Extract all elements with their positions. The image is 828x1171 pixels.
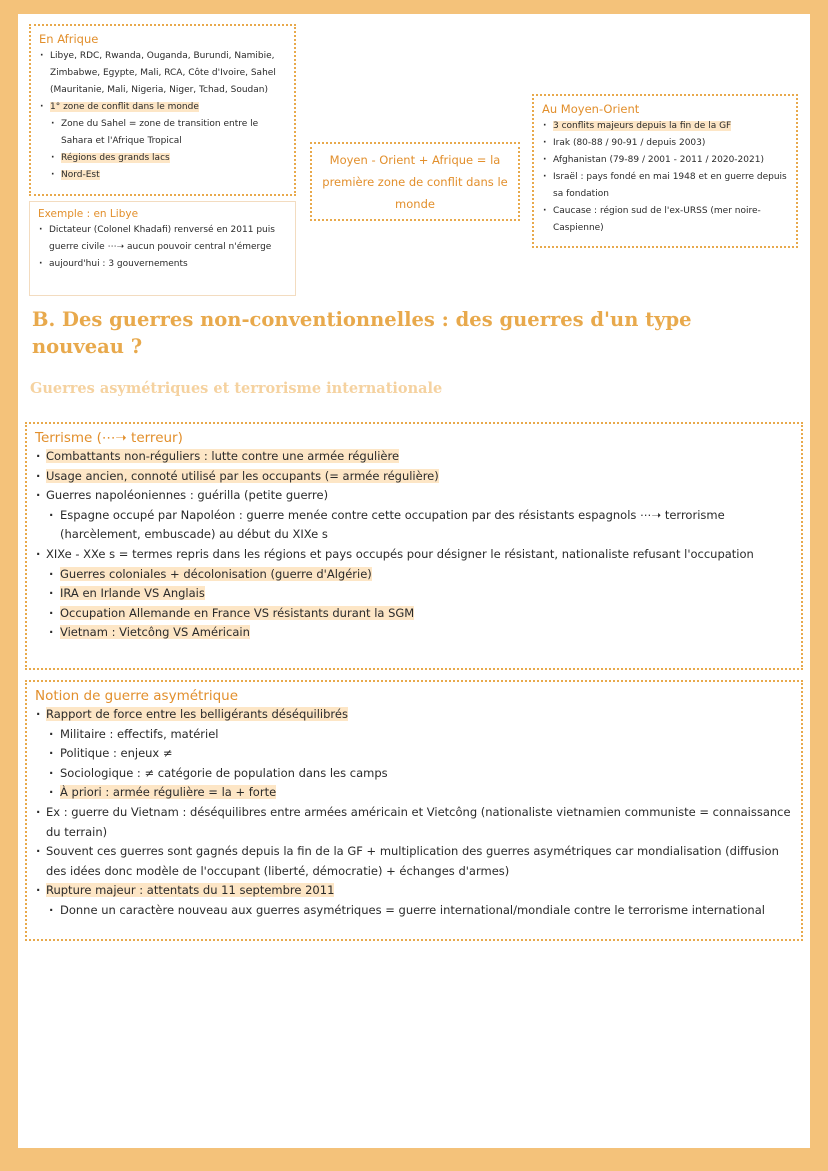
libye-list [38, 222, 287, 273]
list-item [39, 116, 286, 150]
list-item [35, 764, 793, 784]
terrorisme-list [35, 447, 793, 643]
list-item-text: aujourd'hui : 3 gouvernements [49, 259, 188, 269]
list-item-text: Occupation Allemande en France VS résistants durant la SGM [60, 605, 415, 620]
list-item-text: Souvent ces guerres sont gagnés depuis la fin de la GF + multiplication des guerres asymétriques car mondialisation (diffusion des idées donc modèle de l'occupant (liberté, démocratie) + échanges d'armes) [46, 844, 779, 878]
list-item-text: Caucase : région sud de l'ex-URSS (mer noire-Caspienne) [553, 206, 761, 233]
libye-title: Exemple : en Libye [38, 208, 139, 220]
asymetrique-box [25, 680, 803, 941]
list-item-text: Guerres coloniales + décolonisation (guerre d'Algérie) [60, 566, 372, 581]
list-item-text: Ex : guerre du Vietnam : déséquilibres entre armées américain et Vietcông (nationaliste vietnamien communiste = connaissance du terrain) [46, 804, 791, 839]
list-item-text: XIXe - XXe s = termes repris dans les régions et pays occupés pour désigner le résistant, nationaliste refusant l'occupation [46, 546, 754, 561]
list-item-text: Irak (80-88 / 90-91 / depuis 2003) [553, 138, 706, 148]
list-item [38, 256, 287, 273]
list-item [35, 565, 793, 585]
list-item [35, 725, 793, 745]
asymetrique-title: Notion de guerre asymétrique [35, 688, 239, 704]
list-item [542, 203, 788, 237]
list-item-text: IRA en Irlande VS Anglais [60, 586, 205, 601]
list-item-text: Usage ancien, connoté utilisé par les occupants (= armée régulière) [46, 468, 439, 483]
list-item [35, 467, 793, 487]
list-item-text: Dictateur (Colonel Khadafi) renversé en 2011 puis guerre civile ⋯➝ aucun pouvoir central n'émerge [49, 225, 275, 252]
list-item [542, 135, 788, 152]
list-item-text: Politique : enjeux ≠ [60, 746, 173, 761]
list-item [35, 842, 793, 881]
list-item-text: Combattants non-réguliers : lutte contre une armée régulière [46, 449, 400, 463]
moyen-orient-box [532, 94, 798, 248]
list-item-text: 1° zone de conflit dans le monde [50, 102, 199, 112]
terrorisme-box [25, 422, 803, 670]
list-item-text: Libye, RDC, Rwanda, Ouganda, Burundi, Namibie, Zimbabwe, Egypte, Mali, RCA, Côte d'Ivoire, Sahel (Mauritanie, Mali, Nigeria, Niger, Tchad, Soudan) [50, 51, 276, 95]
list-item-text: À priori : armée régulière = la + forte [60, 785, 277, 800]
list-item-text: Israël : pays fondé en mai 1948 et en guerre depuis sa fondation [553, 172, 787, 199]
list-item [542, 169, 788, 203]
section-subtitle: Guerres asymétriques et terrorisme internationale [30, 380, 443, 397]
list-item-text: Zone du Sahel = zone de transition entre le Sahara et l'Afrique Tropical [61, 119, 259, 146]
moyen-orient-title: Au Moyen-Orient [542, 102, 640, 116]
list-item [35, 584, 793, 604]
list-item-text: Vietnam : Vietcông VS Américain [60, 625, 250, 640]
section-title: B. Des guerres non-conventionnelles : des guerres d'un type nouveau ? [32, 308, 692, 358]
list-item [35, 705, 793, 725]
moyen-orient-list [542, 118, 788, 237]
list-item-text: Guerres napoléoniennes : guérilla (petite guerre) [46, 488, 329, 503]
list-item [35, 447, 793, 467]
afrique-title: En Afrique [39, 32, 99, 46]
list-item-text: Rupture majeur : attentats du 11 septembre 2011 [46, 883, 335, 898]
list-item [35, 486, 793, 506]
list-item [35, 545, 793, 565]
list-item-text: Afghanistan (79-89 / 2001 - 2011 / 2020-2021) [553, 155, 764, 165]
list-item-text: Militaire : effectifs, matériel [60, 726, 219, 741]
list-item [35, 604, 793, 624]
list-item [35, 803, 793, 842]
list-item-text: Rapport de force entre les belligérants déséquilibrés [46, 707, 348, 721]
terrorisme-title: Terrisme (⋯➝ terreur) [35, 430, 183, 446]
libye-box [29, 201, 296, 296]
list-item-text: Sociologique : ≠ catégorie de population dans les camps [60, 765, 388, 780]
list-item-text: Régions des grands lacs [61, 153, 170, 163]
page [18, 14, 810, 1148]
list-item [35, 783, 793, 803]
list-item [39, 99, 286, 116]
list-item-text: Nord-Est [61, 170, 100, 180]
center-summary-text: Moyen - Orient + Afrique = la première zone de conflit dans le monde [322, 152, 508, 211]
list-item [35, 506, 793, 545]
asymetrique-list [35, 705, 793, 921]
list-item [35, 901, 793, 921]
list-item-text: Espagne occupé par Napoléon : guerre menée contre cette occupation par des résistants espagnols ⋯➝ terrorisme (harcèlement, embuscade) au début du XIXe s [60, 507, 725, 542]
afrique-list [39, 48, 286, 184]
list-item [39, 48, 286, 99]
list-item [39, 167, 286, 184]
list-item [38, 222, 287, 256]
center-summary-box [310, 142, 520, 221]
list-item [39, 150, 286, 167]
list-item [35, 623, 793, 643]
list-item [35, 744, 793, 764]
afrique-box [29, 24, 296, 196]
list-item [35, 881, 793, 901]
list-item [542, 152, 788, 169]
list-item-text: Donne un caractère nouveau aux guerres asymétriques = guerre international/mondiale contre le terrorisme international [60, 902, 765, 917]
list-item-text: 3 conflits majeurs depuis la fin de la GF [553, 121, 732, 131]
list-item [542, 118, 788, 135]
